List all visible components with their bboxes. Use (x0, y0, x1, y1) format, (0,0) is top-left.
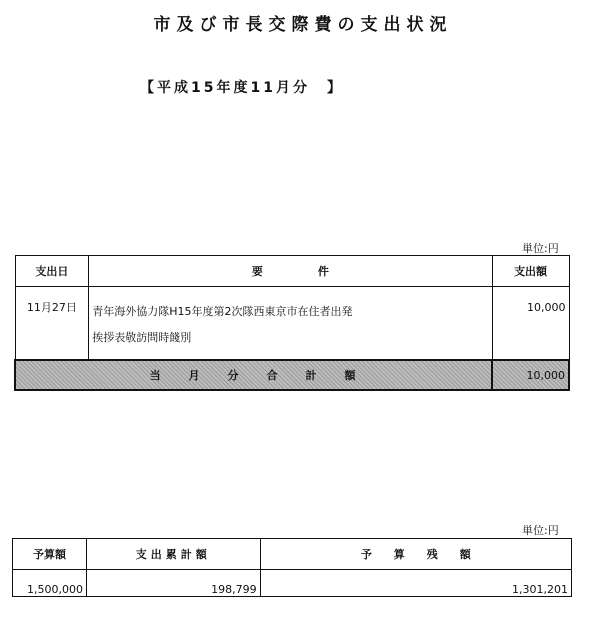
period-subtitle: 【平成15年度11月分 】 (140, 80, 344, 96)
header-date: 支出日 (15, 256, 89, 287)
total-amount: 10,000 (492, 360, 569, 390)
budget-unit-label: 単位:円 (522, 524, 559, 537)
cumulative-value: 198,799 (86, 570, 260, 597)
page-title: 市及び市長交際費の支出状況 (153, 15, 453, 35)
budget-header-row (13, 539, 572, 570)
header-amount: 支出額 (492, 256, 569, 287)
budget-value: 1,500,000 (13, 570, 87, 597)
row-amount: 10,000 (492, 287, 569, 361)
row-item (89, 287, 492, 361)
expense-unit-label: 単位:円 (522, 242, 559, 255)
row-date: 11月27日 (15, 287, 89, 361)
remaining-value: 1,301,201 (260, 570, 571, 597)
expense-table (14, 255, 570, 391)
total-row (15, 360, 569, 390)
budget-table (12, 538, 572, 597)
header-item: 要 件 (89, 256, 492, 287)
header-cumulative: 支出累計額 (86, 539, 260, 570)
budget-values-row (13, 570, 572, 597)
table-row (15, 287, 569, 361)
row-item-line2: 挨拶表敬訪問時餞別 (92, 331, 192, 344)
total-label: 当 月 分 合 計 額 (15, 360, 492, 390)
header-budget: 予算額 (13, 539, 87, 570)
header-remaining: 予 算 残 額 (260, 539, 571, 570)
expense-header-row (15, 256, 569, 287)
row-item-line1: 青年海外協力隊H15年度第2次隊西東京市在住者出発 (92, 305, 353, 318)
